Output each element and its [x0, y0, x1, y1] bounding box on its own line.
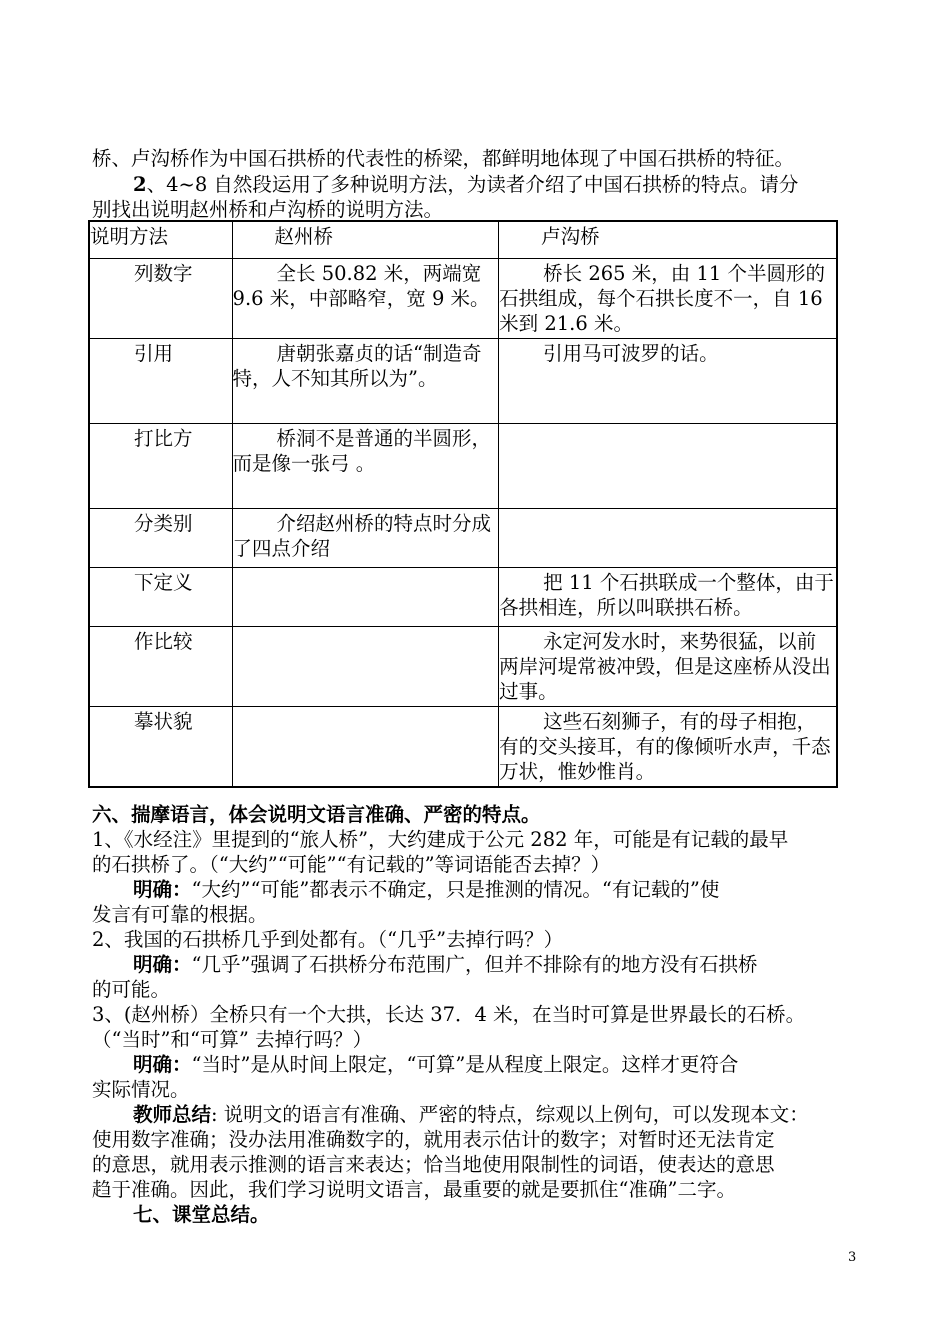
lugou-cell [499, 508, 837, 567]
intro-line: 桥、卢沟桥作为中国石拱桥的代表性的桥梁，都鲜明地体现了中国石拱桥的特征。 [92, 147, 795, 170]
table-row [89, 508, 837, 567]
a3-line-1: 明确：“当时”是从时间上限定，“可算”是从程度上限定。这样才更符合 [133, 1053, 739, 1076]
a2-line-1: 明确：“几乎”强调了石拱桥分布范围广，但并不排除有的地方没有石拱桥 [133, 953, 758, 976]
a3-line-2: 实际情况。 [92, 1078, 190, 1101]
lugou-cell: 桥长 265 米，由 11 个半圆形的石拱组成，每个石拱长度不一，自 16 米到 21.6 米。 [499, 258, 837, 338]
header-zhaozhou: 赵州桥 [232, 221, 499, 258]
zhaozhou-cell: 全长 50.82 米，两端宽 9.6 米，中部略窄，宽 9 米。 [232, 258, 499, 338]
a2-line-2: 的可能。 [92, 978, 171, 1001]
table-row [89, 338, 837, 423]
a1-line-1: 明确：“大约”“可能”都表示不确定，只是推测的情况。“有记载的”使 [133, 878, 720, 901]
question-2-line-2: 别找出说明赵州桥和卢沟桥的说明方法。 [92, 198, 444, 221]
zhaozhou-cell: 唐朝张嘉贞的话“制造奇特，人不知其所以为”。 [232, 338, 499, 423]
summary-line-2: 使用数字准确；没办法用准确数字的，就用表示估计的数字；对暂时还无法肯定 [92, 1128, 775, 1151]
header-lugou: 卢沟桥 [499, 221, 837, 258]
summary-line-1: 教师总结: 说明文的语言有准确、严密的特点，综观以上例句，可以发现本文： [133, 1103, 809, 1126]
method-cell: 摹状貌 [89, 706, 232, 787]
method-cell: 作比较 [89, 626, 232, 706]
question-2-line-1 [92, 172, 798, 197]
zhaozhou-cell: 介绍赵州桥的特点时分成了四点介绍 [232, 508, 499, 567]
question-2-number: 2 [133, 173, 147, 196]
summary-label: 教师总结 [133, 1103, 212, 1126]
page-number: 3 [848, 1250, 857, 1265]
lugou-cell: 永定河发水时，来势很猛，以前两岸河堤常被冲毁，但是这座桥从没出过事。 [499, 626, 837, 706]
section-6-heading: 六、揣摩语言，体会说明文语言准确、严密的特点。 [92, 803, 541, 826]
zhaozhou-cell: 桥洞不是普通的半圆形，而是像一张弓 。 [232, 423, 499, 508]
method-cell: 列数字 [89, 258, 232, 338]
table-row [89, 423, 837, 508]
a3-label: 明确： [133, 1053, 192, 1076]
method-cell: 下定义 [89, 567, 232, 626]
table-row [89, 567, 837, 626]
methods-table [88, 220, 838, 788]
zhaozhou-cell [232, 706, 499, 787]
a2-label: 明确： [133, 953, 192, 976]
method-cell: 分类别 [89, 508, 232, 567]
q1-line-2: 的石拱桥了。（“大约”“可能”“有记载的”等词语能否去掉？） [92, 853, 611, 876]
table-row [89, 258, 837, 338]
zhaozhou-cell [232, 567, 499, 626]
summary-line-3: 的意思，就用表示推测的语言来表达；恰当地使用限制性的词语，使表达的意思 [92, 1153, 775, 1176]
method-cell: 引用 [89, 338, 232, 423]
a1-line-2: 发言有可靠的根据。 [92, 903, 268, 926]
zhaozhou-cell [232, 626, 499, 706]
q3-line-2: （“当时”和“可算” 去掉行吗？） [92, 1028, 373, 1051]
question-2-text: 、4~8 自然段运用了多种说明方法，为读者介绍了中国石拱桥的特点。请分 [146, 173, 799, 196]
summary-line-4: 趋于准确。因此，我们学习说明文语言，最重要的就是要抓住“准确”二字。 [92, 1178, 736, 1201]
header-method: 说明方法 [89, 221, 232, 258]
lugou-cell: 把 11 个石拱联成一个整体，由于各拱相连，所以叫联拱石桥。 [499, 567, 837, 626]
table-row [89, 706, 837, 787]
section-7-heading: 七、课堂总结。 [133, 1203, 270, 1226]
q2-line-1: 2、我国的石拱桥几乎到处都有。（“几乎”去掉行吗？） [92, 928, 564, 951]
table-header-row [89, 221, 837, 258]
lugou-cell: 引用马可波罗的话。 [499, 338, 837, 423]
table-row [89, 626, 837, 706]
q3-line-1: 3、(赵州桥）全桥只有一个大拱，长达 37．4 米，在当时可算是世界最长的石桥。 [92, 1003, 806, 1026]
a1-label: 明确： [133, 878, 192, 901]
q1-line-1: 1、《水经注》里提到的“旅人桥”，大约建成于公元 282 年，可能是有记载的最早 [92, 828, 789, 851]
method-cell: 打比方 [89, 423, 232, 508]
lugou-cell [499, 423, 837, 508]
lugou-cell: 这些石刻狮子，有的母子相抱，有的交头接耳，有的像倾听水声，千态万状，惟妙惟肖。 [499, 706, 837, 787]
